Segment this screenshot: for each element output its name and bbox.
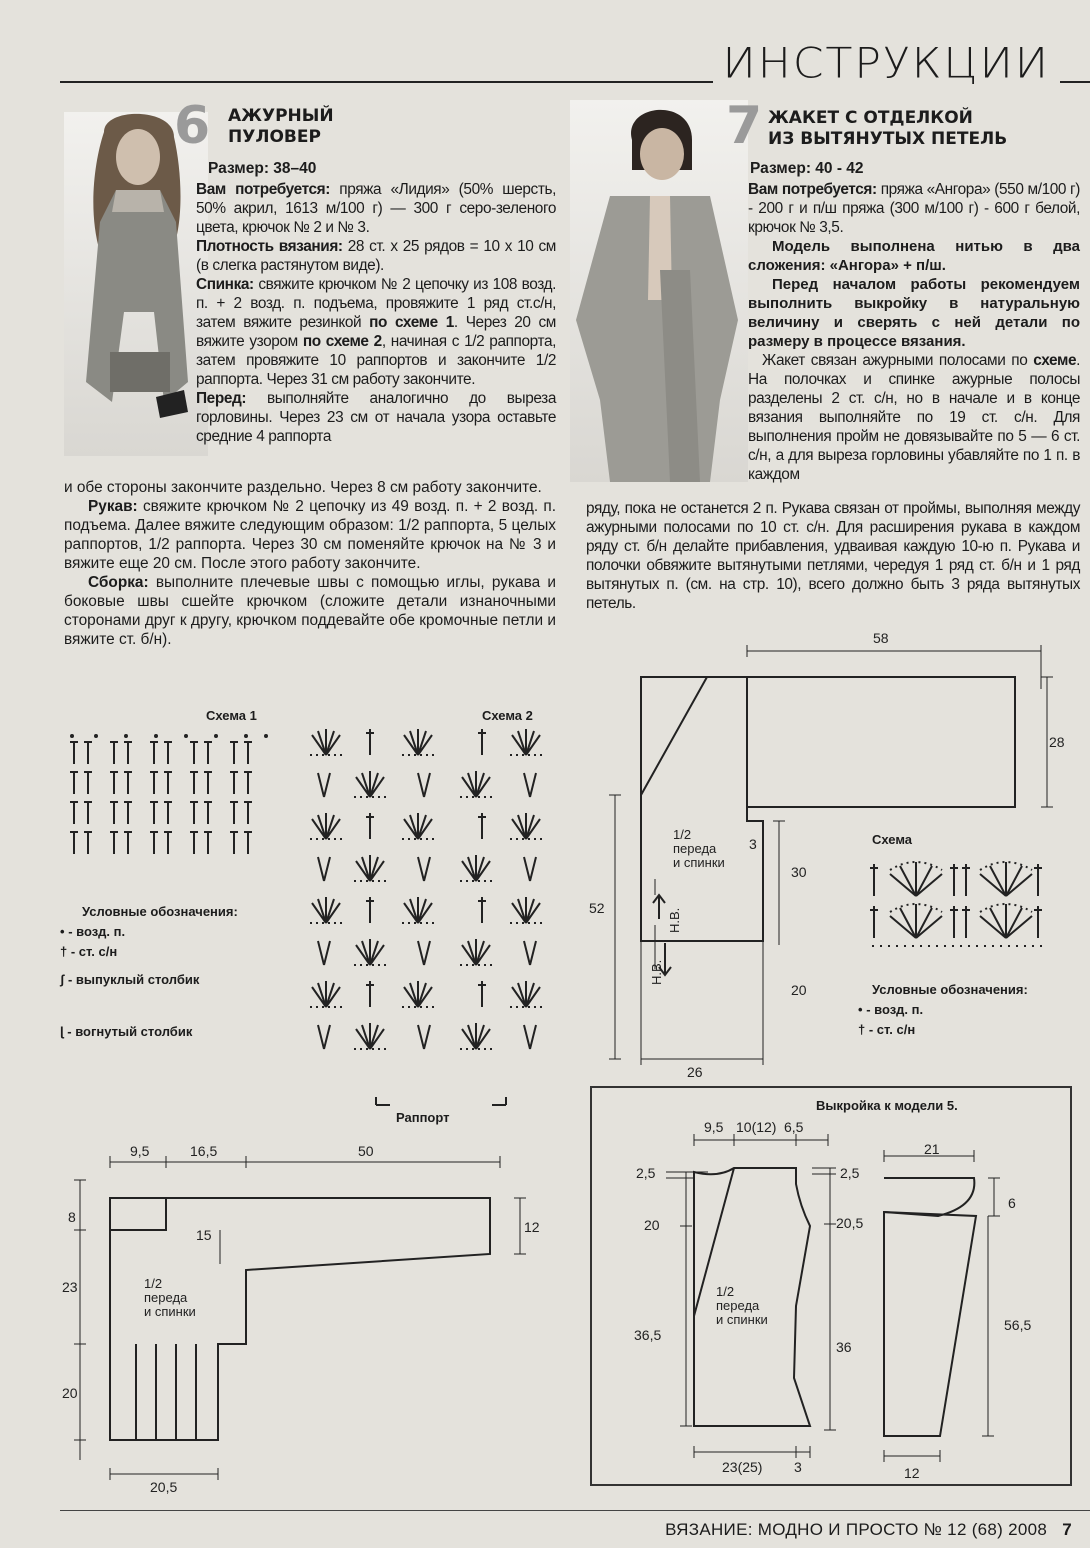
scheme1-title: Схема 1 bbox=[206, 708, 257, 723]
dim-label: 16,5 bbox=[190, 1143, 218, 1159]
body-7: Жакет связан ажурными полосами по схеме. На полочках и спинке ажурные полосы разделены 2 ст. с/н, но в начале и в конце вязания выполняйте по 19 ст. с/н. Для выполнения пройм не довязывайте по 5 — 6 ст. с/н, а для выреза горловины убавляйте по 1 п. в каждом bbox=[748, 352, 1080, 483]
scheme7-title: Схема bbox=[872, 832, 913, 847]
dim-label: 21 bbox=[924, 1141, 940, 1157]
legend-6-item: ɭ - вогнутый столбик bbox=[60, 1024, 193, 1039]
footer-rule bbox=[60, 1510, 1090, 1511]
dim-label: 2,5 bbox=[840, 1165, 860, 1181]
assembly-6: Сборка: выполните плечевые швы с помощью иглы, рукава и боковые швы сшейте крючком (сложите детали изнаночными сторонами друг к другу, крючком поддевайте обе кромочные петли и вяжите ст. б/н). bbox=[64, 574, 556, 648]
arrow-label: Н.В. bbox=[649, 959, 664, 985]
size-6: Размер: 38–40 bbox=[208, 160, 317, 177]
legend-7 bbox=[858, 980, 1028, 1040]
article-title-6: АЖУРНЫЙ ПУЛОВЕР bbox=[228, 106, 334, 147]
article6-text-right bbox=[196, 180, 556, 446]
legend-6-title: Условные обозначения: bbox=[82, 904, 238, 919]
piece-label: 1/2 bbox=[716, 1284, 735, 1299]
section-title: ИНСТРУКЦИИ bbox=[713, 39, 1060, 87]
piece-label: и спинки bbox=[673, 855, 725, 870]
dim-label: 20 bbox=[62, 1385, 78, 1401]
scheme7-chart bbox=[868, 860, 1048, 952]
sleeve-6: Рукав: свяжите крючком № 2 цепочку из 49 возд. п. + 2 возд. п. подъема. Далее вяжите следующим образом: 1/2 раппорта, 5 целых раппортов, 1/2 раппорта. Через 30 см поменяйте крючок на № 3 и вяжите еще 20 см. После этого работу закончите. bbox=[64, 498, 556, 572]
legend-6-item: † - ст. с/н bbox=[60, 944, 118, 959]
model-note-7: Модель выполнена нитью в два сложения: «Ангора» + п/ш. bbox=[748, 238, 1080, 274]
dim-label: 23 bbox=[62, 1279, 78, 1295]
dim-label: 30 bbox=[791, 864, 807, 880]
page-number: 7 bbox=[1062, 1520, 1072, 1539]
dim-label: 36 bbox=[836, 1339, 852, 1355]
article-number-6: 6 bbox=[174, 96, 211, 156]
dim-label: 9,5 bbox=[130, 1143, 150, 1159]
scheme2-title: Схема 2 bbox=[482, 708, 533, 723]
dim-label: 10(12) bbox=[736, 1119, 777, 1135]
dim-label: 26 bbox=[687, 1064, 703, 1080]
size-7: Размер: 40 - 42 bbox=[750, 160, 864, 177]
dim-label: 6,5 bbox=[784, 1119, 804, 1135]
front-6-cont: и обе стороны закончите раздельно. Через 8 см работу закончите. bbox=[64, 479, 542, 496]
dim-label: 28 bbox=[1049, 734, 1065, 750]
dim-label: 15 bbox=[196, 1227, 212, 1243]
dim-label: 3 bbox=[794, 1459, 802, 1475]
back-post-icon: ɭ bbox=[60, 1024, 64, 1039]
footer bbox=[665, 1520, 1072, 1540]
piece-label: переда bbox=[716, 1298, 760, 1313]
dim-label: 20,5 bbox=[836, 1215, 864, 1231]
piece-label: 1/2 bbox=[673, 827, 692, 842]
dim-label: 8 bbox=[68, 1209, 76, 1225]
dc-stitch-icon: † bbox=[858, 1022, 866, 1037]
gauge-6: Плотность вязания: 28 ст. х 25 рядов = 10 х 10 см (в слегка растянутом виде). bbox=[196, 238, 556, 274]
materials-7: Вам потребуется: пряжа «Ангора» (550 м/100 г) - 200 г и п/ш пряжа (300 м/100 г) - 600 г белой, крючок № 3,5. bbox=[748, 181, 1080, 236]
dim-label: 52 bbox=[589, 900, 605, 916]
dim-label: 36,5 bbox=[634, 1327, 662, 1343]
dim-label: 2,5 bbox=[636, 1165, 656, 1181]
article7-text-full bbox=[586, 499, 1080, 613]
pattern5-title: Выкройка к модели 5. bbox=[816, 1098, 958, 1113]
pattern6-diagram bbox=[56, 1140, 556, 1510]
legend-7-item: • - возд. п. bbox=[858, 1002, 924, 1017]
dot-icon: • bbox=[60, 924, 65, 939]
photo-model-6 bbox=[64, 112, 208, 456]
dc-stitch-icon: † bbox=[60, 944, 68, 959]
article7-text-right bbox=[748, 180, 1080, 484]
dim-label: 12 bbox=[904, 1465, 920, 1481]
piece-label: переда bbox=[673, 841, 717, 856]
dim-label: 58 bbox=[873, 630, 889, 646]
dot-icon: • bbox=[858, 1002, 863, 1017]
piece-label: переда bbox=[144, 1290, 188, 1305]
footer-magazine: ВЯЗАНИЕ: МОДНО И ПРОСТО № 12 (68) 2008 bbox=[665, 1520, 1048, 1539]
materials-6: Вам потребуется: пряжа «Лидия» (50% шерсть, 50% акрил, 1613 м/100 г) — 300 г серо-зеленого цвета, крючок № 2 и № 3. bbox=[196, 181, 556, 236]
article6-text-full bbox=[64, 478, 556, 649]
piece-label: и спинки bbox=[144, 1304, 196, 1319]
pattern5-diagram bbox=[600, 1116, 1066, 1484]
dim-label: 56,5 bbox=[1004, 1317, 1032, 1333]
dim-label: 6 bbox=[1008, 1195, 1016, 1211]
recommend-7: Перед началом работы рекомендуем выполнить выкройку в натуральную величину и сверять с ней детали по размеру в процессе вязания. bbox=[748, 276, 1080, 350]
dim-label: 9,5 bbox=[704, 1119, 724, 1135]
piece-label: 1/2 bbox=[144, 1276, 163, 1291]
front-6: Перед: выполняйте аналогично до выреза горловины. Через 23 см от начала узора оставьте средние 4 раппорта bbox=[196, 390, 556, 445]
dim-label: 50 bbox=[358, 1143, 374, 1159]
article-number-7: 7 bbox=[726, 96, 763, 156]
dim-label: 3 bbox=[749, 836, 757, 852]
legend-6-item: • - возд. п. bbox=[60, 924, 126, 939]
dim-label: 20 bbox=[644, 1217, 660, 1233]
article-title-7: ЖАКЕТ С ОТДЕЛКОЙ ИЗ ВЫТЯНУТЫХ ПЕТЕЛЬ bbox=[768, 108, 1008, 149]
piece-label: и спинки bbox=[716, 1312, 768, 1327]
photo-model-7 bbox=[570, 100, 748, 482]
body-7-cont: ряду, пока не останется 2 п. Рукава связан от проймы, выполняя между ажурными полосами по 10 ст. с/н. Для расширения рукава в каждом ряду ст. б/н делайте прибавления, удваивая каждую 10-ю п. Рукава и полочки обвяжите вытянутыми петлями, чередуя 1 ряд ст. б/н и 1 ряд вытянутых п. (см. на стр. 10), всего должно быть 3 ряда вытянутых петель. bbox=[586, 500, 1080, 612]
dim-label: 23(25) bbox=[722, 1459, 763, 1475]
scheme2-chart bbox=[306, 725, 552, 1115]
legend-6-item: ʃ - выпуклый столбик bbox=[60, 972, 200, 987]
dim-label: 20,5 bbox=[150, 1479, 178, 1495]
repeat-label: Раппорт bbox=[396, 1110, 450, 1125]
arrow-label: Н.В. bbox=[667, 907, 682, 933]
back-6: Спинка: свяжите крючком № 2 цепочку из 108 возд. п. + 2 возд. п. подъема, провяжите 1 ряд ст.с/н, затем вяжите резинкой по схеме 1. Через 20 см вяжите узором по схеме 2, начиная с 1/2 раппорта, затем провяжите 10 раппортов и закончите 1/2 раппорта. Через 31 см работу закончите. bbox=[196, 276, 556, 388]
legend-6 bbox=[60, 902, 238, 1042]
front-post-icon: ʃ bbox=[60, 972, 65, 987]
dim-label: 12 bbox=[524, 1219, 540, 1235]
dim-label: 20 bbox=[791, 982, 807, 998]
scheme1-chart bbox=[66, 730, 276, 860]
legend-7-title: Условные обозначения: bbox=[872, 982, 1028, 997]
legend-7-item: † - ст. с/н bbox=[858, 1022, 916, 1037]
